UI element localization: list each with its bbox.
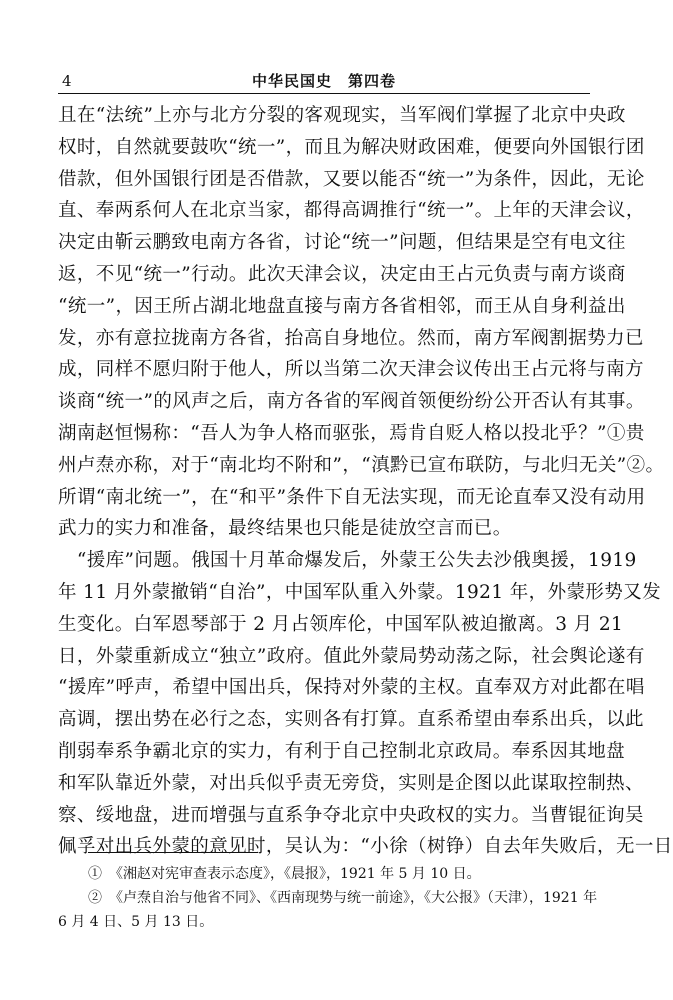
body-line: 返，不见“统一”行动。此次天津会议，决定由王占元负责与南方谈商 — [58, 263, 626, 285]
footnote-2-continued: 6 月 4 日、5 月 13 日。 — [58, 914, 214, 930]
body-line: 借款，但外国银行团是否借款，又要以能否“统一”为条件，因此，无论 — [58, 168, 645, 190]
body-line: 佩孚对出兵外蒙的意见时，吴认为：“小徐（树铮）自去年失败后，无一日 — [58, 836, 673, 858]
body-line: 生变化。白军恩琴部于 2 月占领库伦，中国军队被迫撤离。3 月 21 — [58, 613, 624, 635]
body-line: 直、奉两系何人在北京当家，都得高调推行“统一”。上年的天津会议， — [58, 200, 645, 222]
body-line: 所谓“南北统一”，在“和平”条件下自无法实现，而无论直奉又没有动用 — [58, 486, 646, 508]
body-line: 削弱奉系争霸北京的实力，有利于自己控制北京政局。奉系因其地盘 — [58, 740, 626, 762]
body-line: 州卢焘亦称，对于“南北均不附和”，“滇黔已宣布联防，与北归无关”②。 — [58, 454, 665, 476]
body-line: 武力的实力和准备，最终结果也只能是徒放空言而已。 — [58, 518, 512, 540]
body-line: 察、绥地盘，进而增强与直系争夺北京中央政权的实力。当曹锟征询吴 — [58, 804, 644, 826]
body-line: 决定由靳云鹏致电南方各省，讨论“统一”问题，但结果是空有电文往 — [58, 232, 626, 254]
body-line: 且在“法统”上亦与北方分裂的客观现实，当军阀们掌握了北京中央政 — [58, 105, 626, 126]
page-header — [58, 70, 590, 96]
body-line: “援库”呼声，希望中国出兵，保持对外蒙的主权。直奉双方对此都在唱 — [58, 677, 645, 699]
body-text — [58, 100, 673, 863]
body-line: 成，同样不愿归附于他人，所以当第二次天津会议传出王占元将与南方 — [58, 359, 644, 381]
page-number: 4 — [62, 72, 72, 90]
body-line: 权时，自然就要鼓吹“统一”，而且为解决财政困难，便要向外国银行团 — [58, 136, 645, 158]
body-line: 谈商“统一”的风声之后，南方各省的军阀首领便纷纷公开否认有其事。 — [58, 391, 645, 413]
body-line: 湖南赵恒惕称：“吾人为争人格而驱张，焉肯自贬人格以投北乎？”①贵 — [58, 422, 645, 444]
body-line: 和军队靠近外蒙，对出兵似乎责无旁贷，实则是企图以此谋取控制热、 — [58, 772, 644, 794]
body-line: 日，外蒙重新成立“独立”政府。值此外蒙局势动荡之际，社会舆论遂有 — [58, 645, 645, 667]
body-line: 高调，摆出势在必行之态，实则各有打算。直系希望由奉系出兵，以此 — [58, 709, 644, 731]
footnote-2: ② 《卢焘自治与他省不同》、《西南现势与统一前途》，《大公报》（天津），1921 年 — [88, 890, 598, 906]
footnote-rule — [88, 852, 258, 853]
body-line: “统一”，因王所占湖北地盘直接与南方各省相邻，而王从自身利益出 — [58, 295, 626, 317]
footnotes — [58, 862, 598, 934]
body-line: “援库”问题。俄国十月革命爆发后，外蒙王公失去沙俄奥援，1919 — [58, 550, 637, 572]
body-line: 发，亦有意拉拢南方各省，抬高自身地位。然而，南方军阀割据势力已 — [58, 327, 644, 349]
body-line: 年 11 月外蒙撤销“自治”，中国军队重入外蒙。1921 年，外蒙形势又发 — [58, 581, 661, 603]
footnote-1: ① 《湘赵对宪审查表示态度》，《晨报》，1921 年 5 月 10 日。 — [88, 866, 481, 882]
running-head: 中华民国史 第四卷 — [251, 72, 396, 90]
header-rule — [58, 93, 590, 94]
